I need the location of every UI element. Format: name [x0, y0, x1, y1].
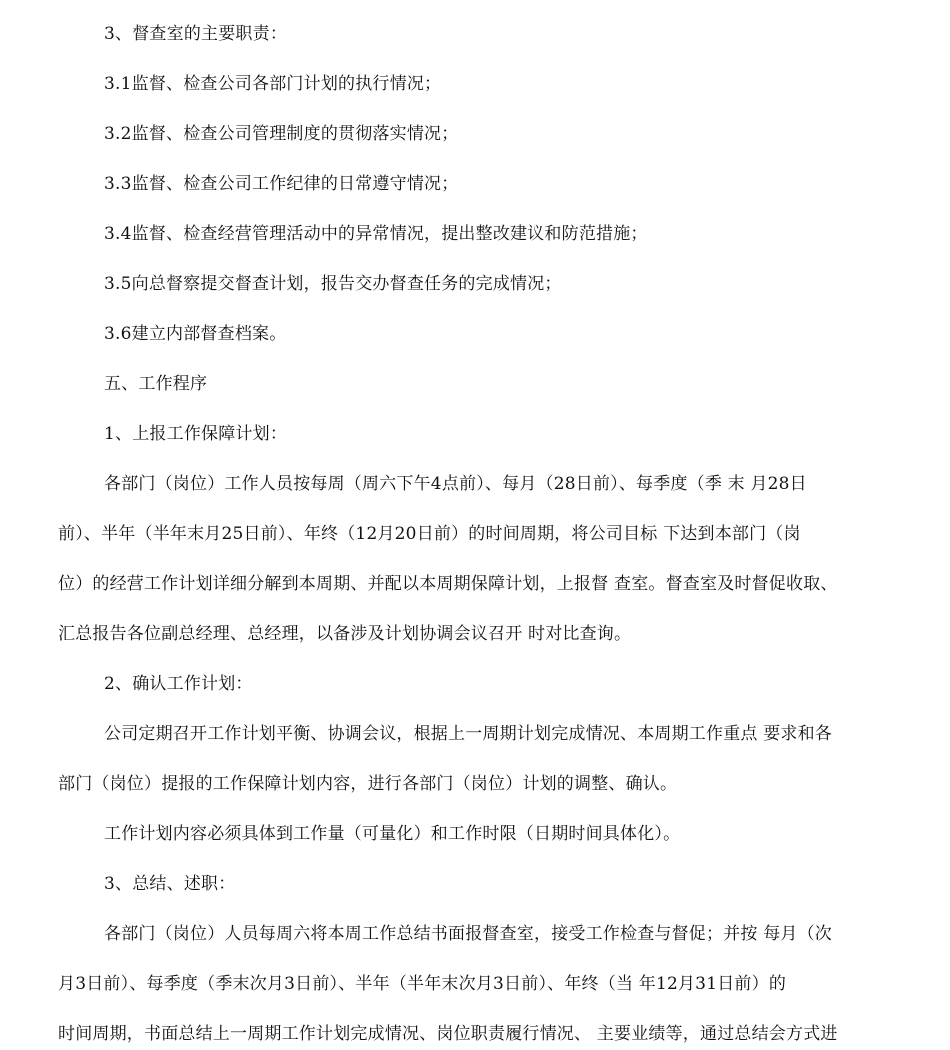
chapter-heading: 五、工作程序	[104, 374, 208, 394]
list-item: 3.2监督、检查公司管理制度的贯彻落实情况；	[104, 124, 459, 144]
paragraph-line: 各部门（岗位）人员每周六将本周工作总结书面报督查室，接受工作检查与督促；并按 每月（次	[104, 924, 833, 944]
paragraph-line: 工作计划内容必须具体到工作量（可量化）和工作时限（日期时间具体化）。	[104, 824, 681, 844]
section-heading: 1、上报工作保障计划：	[104, 424, 288, 444]
list-item: 3.5向总督察提交督查计划，报告交办督查任务的完成情况；	[104, 274, 562, 294]
list-item: 3.1监督、检查公司各部门计划的执行情况；	[104, 74, 442, 94]
paragraph-line: 部门（岗位）提报的工作保障计划内容，进行各部门（岗位）计划的调整、确认。	[58, 774, 678, 794]
section-heading: 2、确认工作计划：	[104, 674, 253, 694]
list-item: 3.6建立内部督查档案。	[104, 324, 287, 344]
list-item: 3.3监督、检查公司工作纪律的日常遵守情况；	[104, 174, 459, 194]
paragraph-line: 位）的经营工作计划详细分解到本周期、并配以本周期保障计划，上报督 查室。督查室及时督促收取、	[58, 574, 838, 594]
paragraph-line: 公司定期召开工作计划平衡、协调会议，根据上一周期计划完成情况、本周期工作重点 要求和各	[104, 724, 833, 744]
paragraph-line: 汇总报告各位副总经理、总经理，以备涉及计划协调会议召开 时对比查询。	[58, 624, 632, 644]
paragraph-line: 各部门（岗位）工作人员按每周（周六下午4点前）、每月（28日前）、每季度（季 末 月28日	[104, 474, 807, 494]
list-item: 3.4监督、检查经营管理活动中的异常情况，提出整改建议和防范措施；	[104, 224, 648, 244]
paragraph-line: 月3日前）、每季度（季末次月3日前）、半年（半年末次月3日前）、年终（当 年12月31日前）的	[58, 974, 787, 994]
section-heading: 3、督查室的主要职责：	[104, 24, 288, 44]
paragraph-line: 时间周期，书面总结上一周期工作计划完成情况、岗位职责履行情况、 主要业绩等，通过总结会方式进	[58, 1024, 838, 1044]
section-heading: 3、总结、述职：	[104, 874, 236, 894]
paragraph-line: 前）、半年（半年末月25日前）、年终（12月20日前）的时间周期，将公司目标 下达到本部门（岗	[58, 524, 801, 544]
